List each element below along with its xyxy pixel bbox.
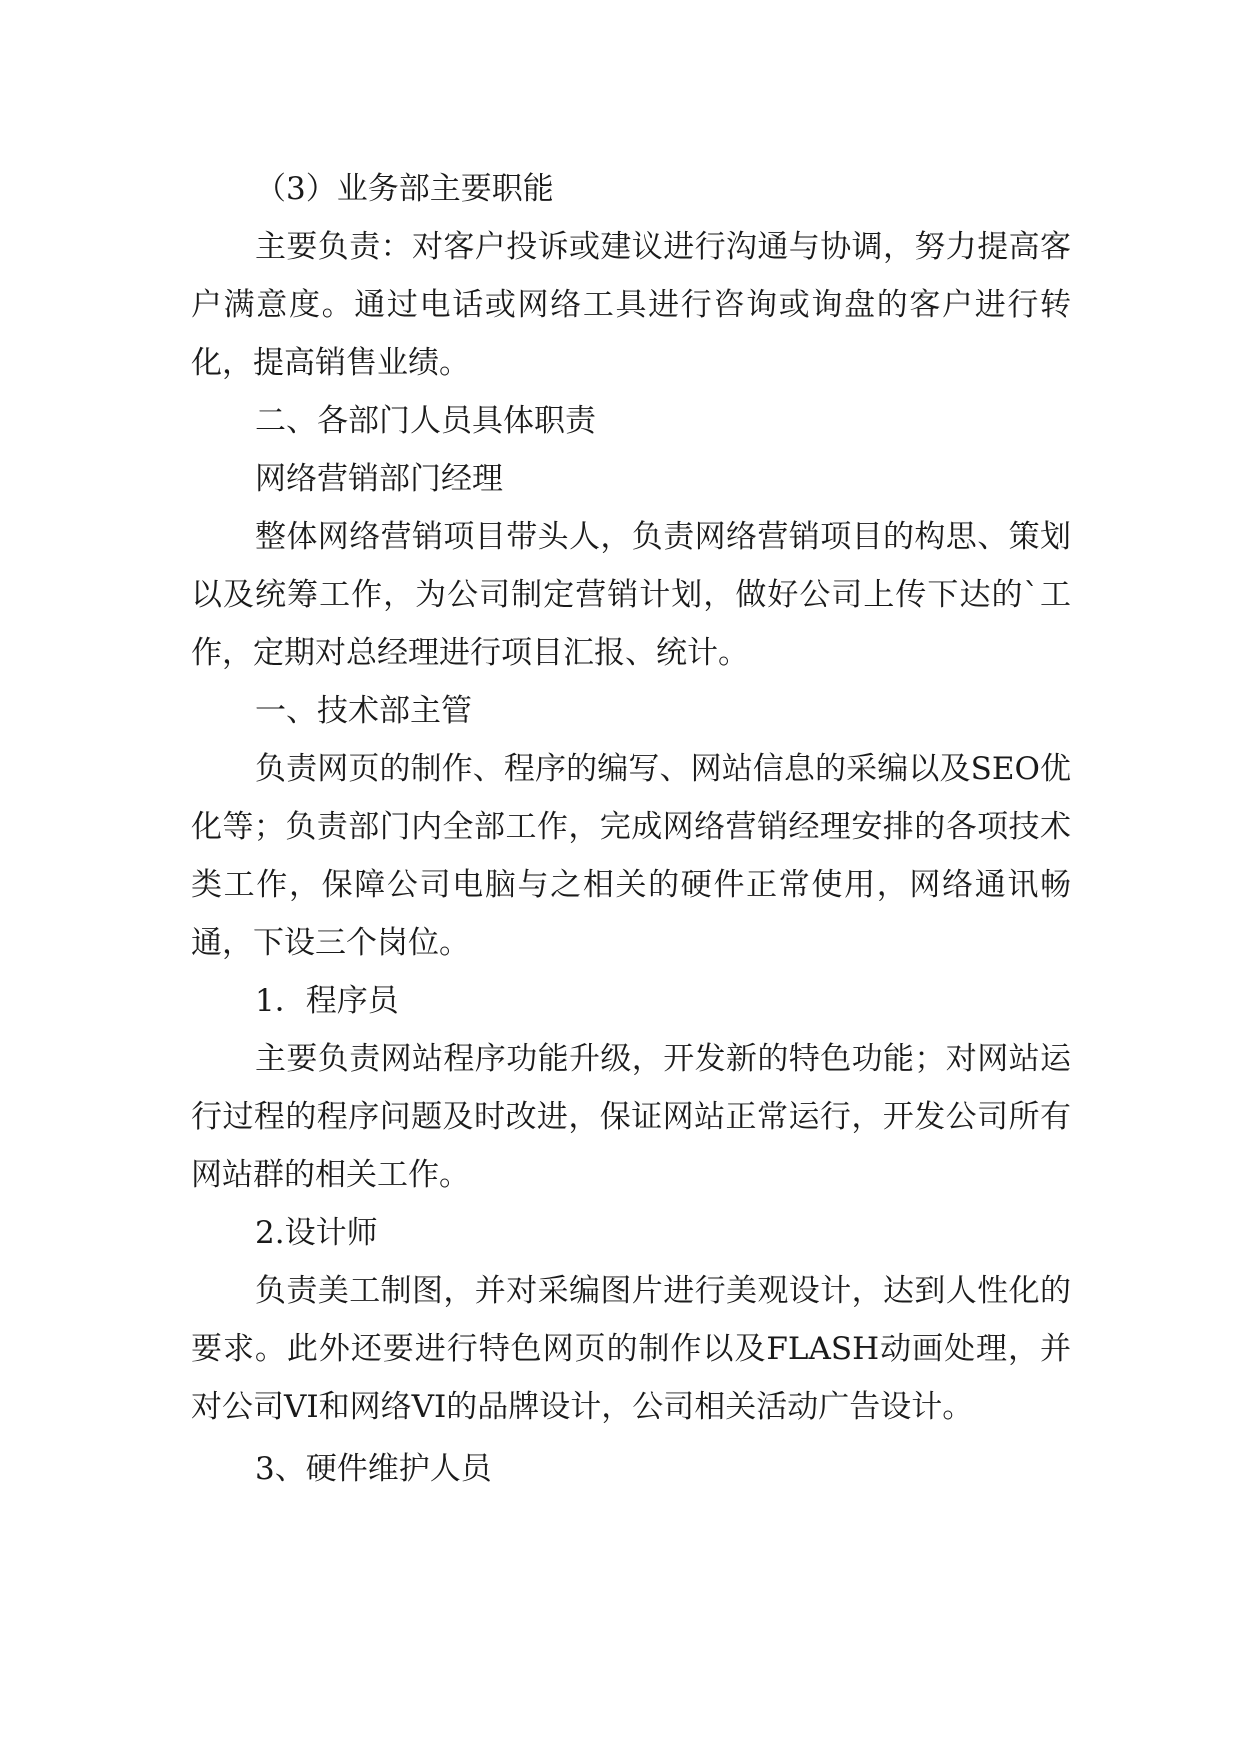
role-heading-programmer: 1．程序员	[255, 983, 399, 1019]
paragraph-marketing-manager: 整体网络营销项目带头人，负责网络营销项目的构思、策划以及统筹工作，为公司制定营销计划，做好公司上传下达的`工作，定期对总经理进行项目汇报、统计。	[191, 519, 1071, 671]
role-heading-tech-supervisor: 一、技术部主管	[255, 693, 472, 729]
role-heading-hardware-maintenance: 3、硬件维护人员	[255, 1451, 492, 1487]
paragraph-programmer: 主要负责网站程序功能升级，开发新的特色功能；对网站运行过程的程序问题及时改进，保证网站正常运行，开发公司所有网站群的相关工作。	[191, 1041, 1071, 1193]
paragraph-business-dept-duties: 主要负责：对客户投诉或建议进行沟通与协调，努力提高客户满意度。通过电话或网络工具进行咨询或询盘的客户进行转化，提高销售业绩。	[191, 229, 1071, 381]
section-heading-business-dept: （3）业务部主要职能	[255, 171, 554, 207]
document-body	[191, 160, 1071, 1498]
role-heading-marketing-manager: 网络营销部门经理	[255, 461, 503, 497]
role-heading-designer: 2.设计师	[255, 1215, 378, 1251]
paragraph-designer: 负责美工制图，并对采编图片进行美观设计，达到人性化的要求。此外还要进行特色网页的制作以及FLASH动画处理，并对公司VI和网络VI的品牌设计，公司相关活动广告设计。	[191, 1273, 1071, 1425]
paragraph-tech-supervisor: 负责网页的制作、程序的编写、网站信息的采编以及SEO优化等；负责部门内全部工作，完成网络营销经理安排的各项技术类工作，保障公司电脑与之相关的硬件正常使用，网络通讯畅通，下设三个岗位。	[191, 751, 1071, 961]
section-heading-staff-duties: 二、各部门人员具体职责	[255, 403, 596, 439]
